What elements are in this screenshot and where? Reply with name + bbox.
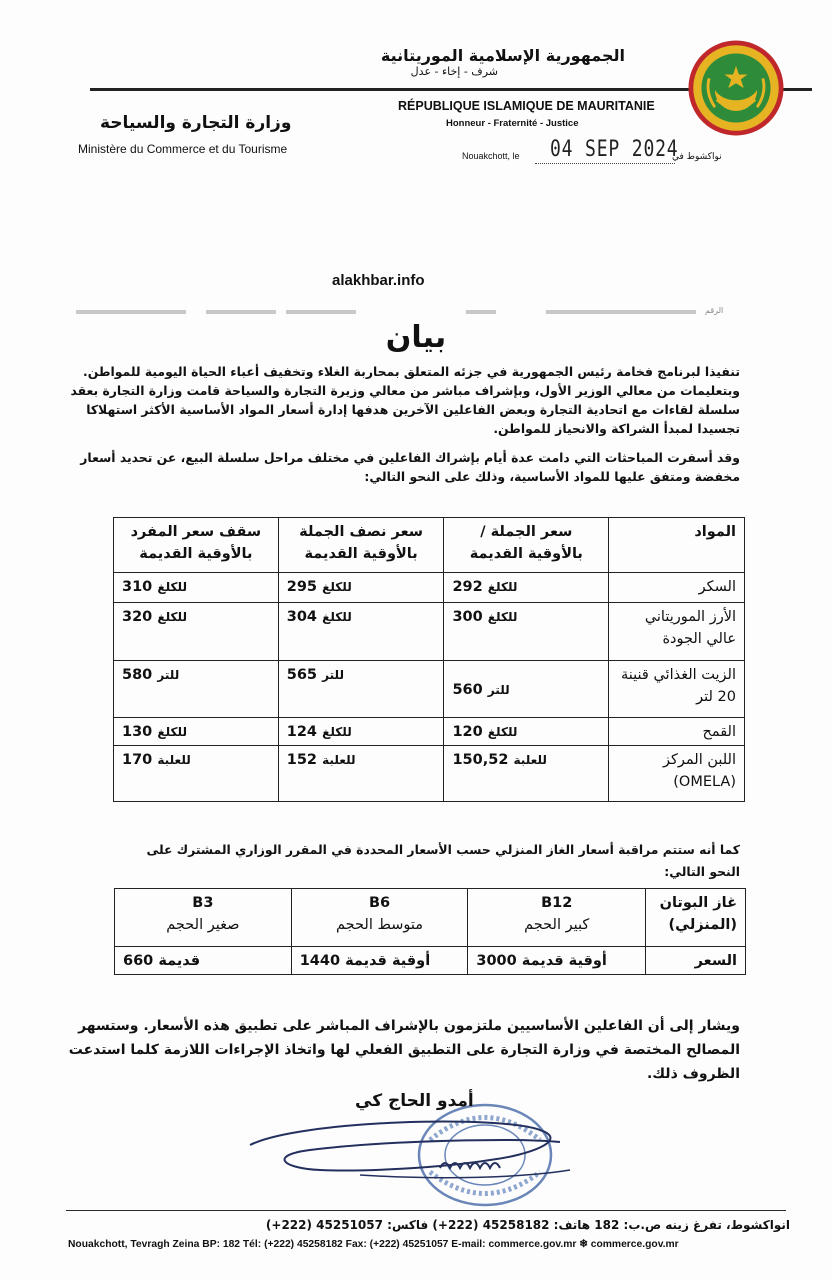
gas-price-large: 3000 أوقية قديمة (468, 947, 646, 975)
retail-price: 580 للتر (114, 661, 279, 718)
intro-line-6: مخفضة ومتفق عليها للمواد الأساسية، وذلك على النحو التالي: (364, 469, 740, 484)
ministry-french: Ministère du Commerce et du Tourisme (78, 142, 288, 156)
semi-wholesale-price: 124 للكلغ (278, 718, 444, 746)
wholesale-price: 560 للتر (444, 661, 609, 718)
item-wheat: القمح (609, 718, 745, 746)
item-oil: الزيت الغذائي قنينة 20 لتر (609, 661, 745, 718)
intro-line-4: تجسيدا لمبدأ الشراكة والانحياز للمواطن. (493, 421, 740, 436)
wholesale-price: 120 للكلغ (444, 718, 609, 746)
faint-reference-row (76, 310, 766, 316)
item-rice: الأرز الموريتاني عالي الجودة (609, 603, 745, 661)
signatory-name: أمدو الحاج كي (355, 1091, 474, 1111)
wholesale-price: 150,52 للعلبة (444, 746, 609, 802)
retail-price: 170 للعلبة (114, 746, 279, 802)
footer-french: Nouakchott, Tevragh Zeina BP: 182 Tél: (+222) 45258182 Fax: (+222) 45251057 E-mail: commerce.gov.mr ❄ commerce.gov.mr (68, 1239, 679, 1250)
item-sugar: السكر (609, 573, 745, 603)
retail-price: 130 للكلغ (114, 718, 279, 746)
prices-table (113, 517, 745, 802)
table-row (114, 573, 745, 603)
header-items: المواد (609, 518, 745, 573)
closing-line-3: الظروف ذلك. (646, 1066, 740, 1082)
table-row (114, 718, 745, 746)
gas-intro-line-2: النحو التالي: (664, 864, 740, 879)
gas-price-small: 660 قديمة (115, 947, 292, 975)
place-arabic: نواكشوط في (672, 152, 722, 162)
gas-price-row (115, 947, 746, 975)
header-arabic-motto: شرف - إخاء - عدل (410, 65, 498, 78)
gas-size-small: B3 صغير الحجم (115, 889, 292, 947)
header-french-motto: Honneur - Fraternité - Justice (446, 118, 579, 129)
retail-price: 320 للكلغ (114, 603, 279, 661)
prices-table-header-row (114, 518, 745, 573)
reference-label: الرقم (705, 306, 724, 315)
date-stamp: 04 SEP 2024 (550, 137, 679, 162)
semi-wholesale-price: 295 للكلغ (278, 573, 444, 603)
intro-line-3: سلسلة لقاءات مع اتحادية التجارة وبعض الفاعلين الآخرين هدفها إدارة أسعار المواد الأساسية الأكثر استهلاكا (86, 402, 740, 417)
semi-wholesale-price: 152 للعلبة (278, 746, 444, 802)
header-retail-cap: سقف سعر المفرد بالأوقية القديمة (114, 518, 279, 573)
gas-head-label: غاز البوتان (المنزلي) (646, 889, 746, 947)
table-row (114, 603, 745, 661)
item-milk: اللبن المركز (OMELA) (609, 746, 745, 802)
ministry-arabic: وزارة التجارة والسياحة (100, 113, 292, 133)
gas-size-large: B12 كبير الحجم (468, 889, 646, 947)
gas-intro-line-1: كما أنه ستتم مراقبة أسعار الغاز المنزلي حسب الأسعار المحددة في المقرر الوزاري المشترك على (146, 842, 740, 857)
footer-rule (66, 1210, 786, 1211)
watermark-text: alakhbar.info (332, 272, 425, 289)
retail-price: 310 للكلغ (114, 573, 279, 603)
table-row (114, 746, 745, 802)
table-row (114, 661, 745, 718)
footer-arabic: انواكشوط، تفرغ زينه ص.ب: 182 هاتف: 45258182 (222+) فاكس: 45251057 (222+) (265, 1218, 790, 1232)
header-french-title: RÉPUBLIQUE ISLAMIQUE DE MAURITANIE (398, 99, 655, 113)
header-arabic-title: الجمهورية الإسلامية الموريتانية (380, 46, 625, 65)
intro-line-5: وقد أسفرت المباحثات التي دامت عدة أيام بإشراك الفاعلين في مختلف مراحل سلسلة البيع، عن تحديد أسعار (80, 450, 740, 465)
place-french: Nouakchott, le (462, 151, 520, 161)
handwritten-signature-icon (240, 1100, 640, 1200)
document-title: بيان (385, 320, 447, 355)
gas-price-label: السعر (646, 947, 746, 975)
gas-table-header-row (115, 889, 746, 947)
intro-line-1: تنفيذا لبرنامج فخامة رئيس الجمهورية في جزئه المتعلق بمحاربة الغلاء وتخفيف أعباء الحياة اليومية للمواطن. (82, 364, 740, 379)
gas-price-medium: 1440 أوقية قديمة (291, 947, 468, 975)
date-line (535, 163, 675, 164)
gas-table (114, 888, 746, 975)
closing-line-1: ويشار إلى أن الفاعلين الأساسيين ملتزمون بالإشراف المباشر على تطبيق هذه الأسعار. وستسهر (78, 1018, 740, 1034)
semi-wholesale-price: 304 للكلغ (278, 603, 444, 661)
national-emblem-icon (688, 40, 784, 136)
wholesale-price: 300 للكلغ (444, 603, 609, 661)
header-wholesale: سعر الجملة / بالأوقية القديمة (444, 518, 609, 573)
closing-line-2: المصالح المختصة في وزارة التجارة على التطبيق الفعلي لها واتخاذ الإجراءات اللازمة كلما استدعت (68, 1042, 740, 1058)
header-semi-wholesale: سعر نصف الجملة بالأوقية القديمة (278, 518, 444, 573)
intro-line-2: وبتعليمات من معالي الوزير الأول، وبإشراف مباشر من معالي وزيرة التجارة والسياحة قامت وزارة التجارة بعقد (70, 383, 740, 398)
wholesale-price: 292 للكلغ (444, 573, 609, 603)
gas-size-medium: B6 متوسط الحجم (291, 889, 468, 947)
semi-wholesale-price: 565 للتر (278, 661, 444, 718)
